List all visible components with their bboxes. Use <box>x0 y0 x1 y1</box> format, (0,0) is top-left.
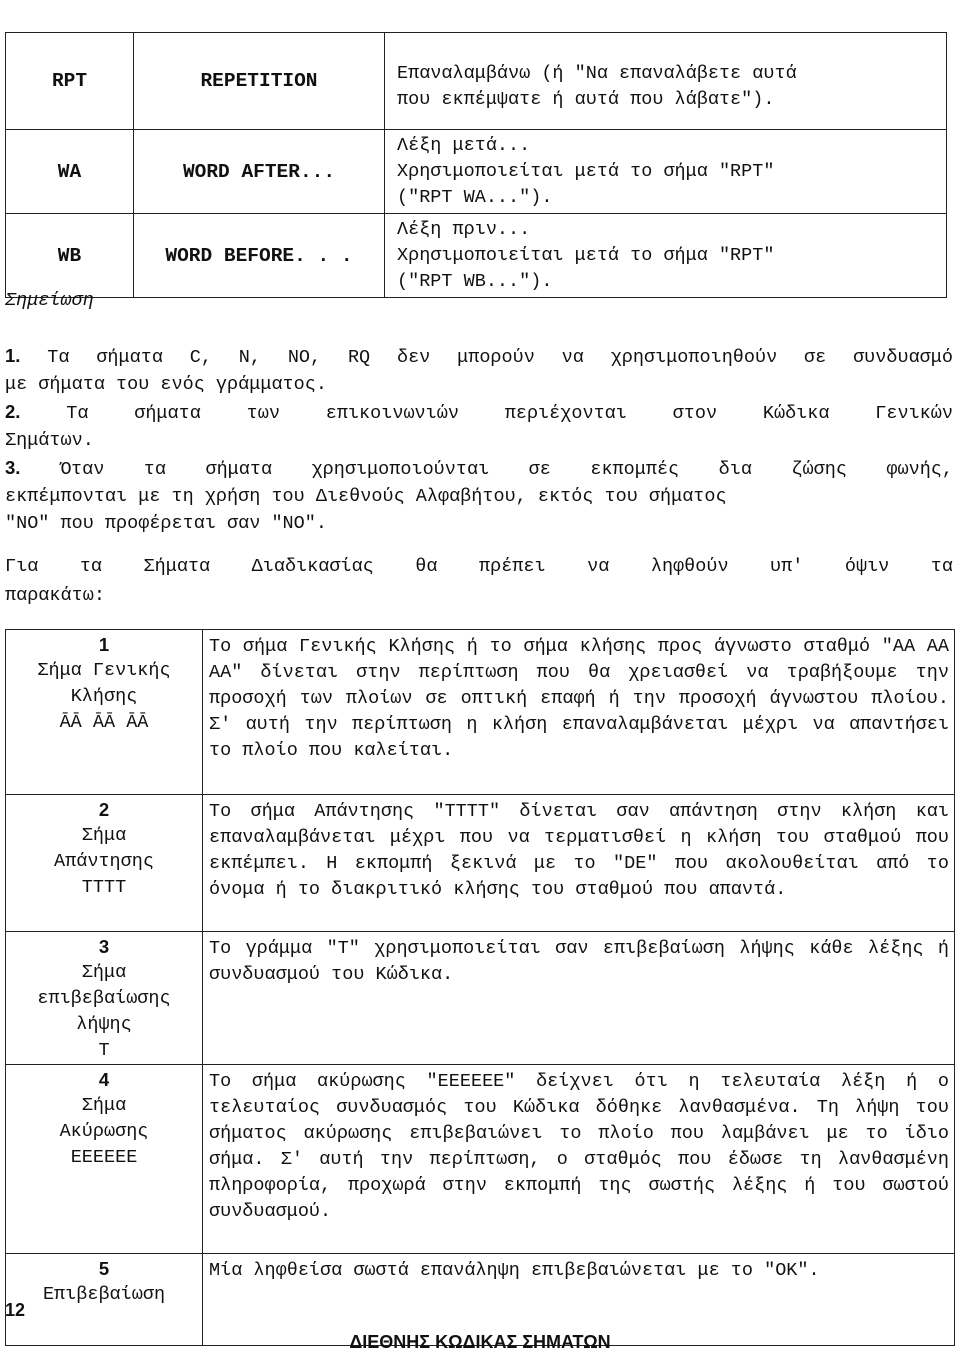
abbreviation: WB <box>6 214 134 298</box>
note-line: Τα σήματα C, N, NO, RQ δεν μπορούν να χρησιμοποιηθούν σε συνδυασμό <box>47 347 953 368</box>
signal-name: Επιβεβαίωση <box>42 1284 166 1305</box>
signal-value: EEEEEE <box>70 1147 138 1168</box>
description <box>385 214 947 298</box>
note-item <box>5 398 953 427</box>
note-title: Σημείωση <box>5 290 94 311</box>
description-line: ("RPT WB..."). <box>397 270 553 292</box>
table-row <box>6 214 947 298</box>
note-item <box>5 342 953 371</box>
signal-explanation: Το σήμα Απάντησης "TTTT" δίνεται σαν απάντηση στην κλήση και επαναλαμβάνεται μέχρι που να τερματισθεί η κλήση του σταθμού που εκπέμπει. Η εκπομπή ξεκινά με το "DE" που ακολουθείται από το όνομα ή το διακριτικό κλήσης του σταθμού που απαντά. <box>203 795 955 932</box>
signal-value: T <box>98 1040 110 1061</box>
signal-explanation: Το σήμα Γενικής Κλήσης ή το σήμα κλήσης προς άγνωστο σταθμό "ΑΑ ΑΑ ΑΑ" δίνεται στην περίπτωση που θα χρειασθεί να τραβήξουμε την προσοχή των πλοίων σε οπτική επαφή ή την προσοχή άγνωστου πλοίου. Σ' αυτή την περίπτωση η κλήση επαναλαμβάνεται μέχρι να απαντήσει το πλοίο που καλείται. <box>203 630 955 795</box>
description <box>385 33 947 130</box>
abbreviation: WA <box>6 130 134 214</box>
description-line: Λέξη μετά... <box>397 134 531 156</box>
procedure-signals-table <box>5 629 955 1346</box>
description-line: ("RPT WA..."). <box>397 186 553 208</box>
signal-name: Απάντησης <box>54 851 154 872</box>
abbreviations-table <box>5 32 947 298</box>
note-line: Σημάτων. <box>5 430 94 451</box>
note-line: εκπέμπονται με τη χρήση του Διεθνούς Αλφαβήτου, εκτός του σήματος <box>5 486 727 507</box>
note-line: Όταν τα σήματα χρησιμοποιούνται σε εκπομπές δια ζώσης φωνής, <box>59 459 954 480</box>
page-footer: ΔΙΕΘΝΗΣ ΚΩΔΙΚΑΣ ΣΗΜΑΤΩΝ <box>349 1332 611 1352</box>
signal-number: 3 <box>98 936 110 957</box>
note-line: "NO" που προφέρεται σαν "NO". <box>5 513 327 534</box>
full-term: WORD AFTER... <box>134 130 385 214</box>
signal-name: επιβεβαίωσης <box>37 988 171 1009</box>
signal-explanation: Μία ληφθείσα σωστά επανάληψη επιβεβαιώνεται με το "OK". <box>203 1254 955 1346</box>
signal-code <box>6 795 203 932</box>
page-number: 12 <box>5 1300 26 1320</box>
table-row <box>6 630 955 795</box>
note-line: Τα σήματα των επικοινωνιών περιέχονται στον Κώδικα Γενικών <box>66 403 953 424</box>
table-row <box>6 795 955 932</box>
notes-list <box>5 342 953 537</box>
note-number: 3. <box>5 457 21 478</box>
table-row <box>6 130 947 214</box>
note-item <box>5 454 953 483</box>
signal-number: 4 <box>98 1069 110 1090</box>
signal-name: Σήμα <box>81 1095 127 1116</box>
table-row <box>6 1065 955 1254</box>
signal-number: 5 <box>98 1258 110 1279</box>
description <box>385 130 947 214</box>
description-line: Χρησιμοποιείται μετά το σήμα "RPT" <box>397 244 775 266</box>
signal-name: Σήμα Γενικής <box>37 660 171 681</box>
signal-name: λήψης <box>76 1014 132 1035</box>
table-row <box>6 932 955 1065</box>
signal-explanation: Το σήμα ακύρωσης "EEEEEE" δείχνει ότι η τελευταία λέξη ή ο τελευταίος συνδυασμός του Κώδικα δόθηκε λανθασμένα. Τη λήψη του σήματος ακύρωσης επιβεβαιώνει το πλοίο που λαμβάνει με το ίδιο σήμα. Σ' αυτή την περίπτωση, ο σταθμός που έδωσε τη λανθασμένη πληροφορία, προχωρά στην εκπομπή της σωστής λέξης ή του σωστού συνδυασμού. <box>203 1065 955 1254</box>
signal-name: Σήμα <box>81 962 127 983</box>
signal-name: Σήμα <box>81 825 127 846</box>
note-number: 1. <box>5 345 21 366</box>
signal-code <box>6 630 203 795</box>
intro-line: παρακάτω: <box>5 585 105 606</box>
signal-name: Κλήσης <box>70 686 138 707</box>
table-row <box>6 33 947 130</box>
signal-code <box>6 932 203 1065</box>
note-line: με σήματα του ενός γράμματος. <box>5 374 327 395</box>
full-term: REPETITION <box>134 33 385 130</box>
signal-name: Ακύρωσης <box>59 1121 149 1142</box>
description-line: Χρησιμοποιείται μετά το σήμα "RPT" <box>397 160 775 182</box>
signal-number: 2 <box>98 799 110 820</box>
description-line: Λέξη πριν... <box>397 218 531 240</box>
description-line: που εκπέμψατε ή αυτά που λάβατε"). <box>397 89 775 110</box>
signal-number: 1 <box>98 634 110 655</box>
full-term: WORD BEFORE. . . <box>134 214 385 298</box>
note-number: 2. <box>5 401 21 422</box>
signal-value: ĀĀ ĀĀ ĀĀ <box>59 712 149 733</box>
description-line: Επαναλαμβάνω (ή "Να επαναλάβετε αυτά <box>397 63 797 84</box>
signal-value: TTTT <box>81 877 127 898</box>
abbreviation: RPT <box>6 33 134 130</box>
signal-explanation: Το γράμμα "T" χρησιμοποιείται σαν επιβεβαίωση λήψης κάθε λέξης ή συνδυασμού του Κώδικα. <box>203 932 955 1065</box>
intro-paragraph <box>5 552 953 610</box>
signal-code <box>6 1065 203 1254</box>
intro-line: Για τα Σήματα Διαδικασίας θα πρέπει να ληφθούν υπ' όψιν τα <box>5 556 953 577</box>
